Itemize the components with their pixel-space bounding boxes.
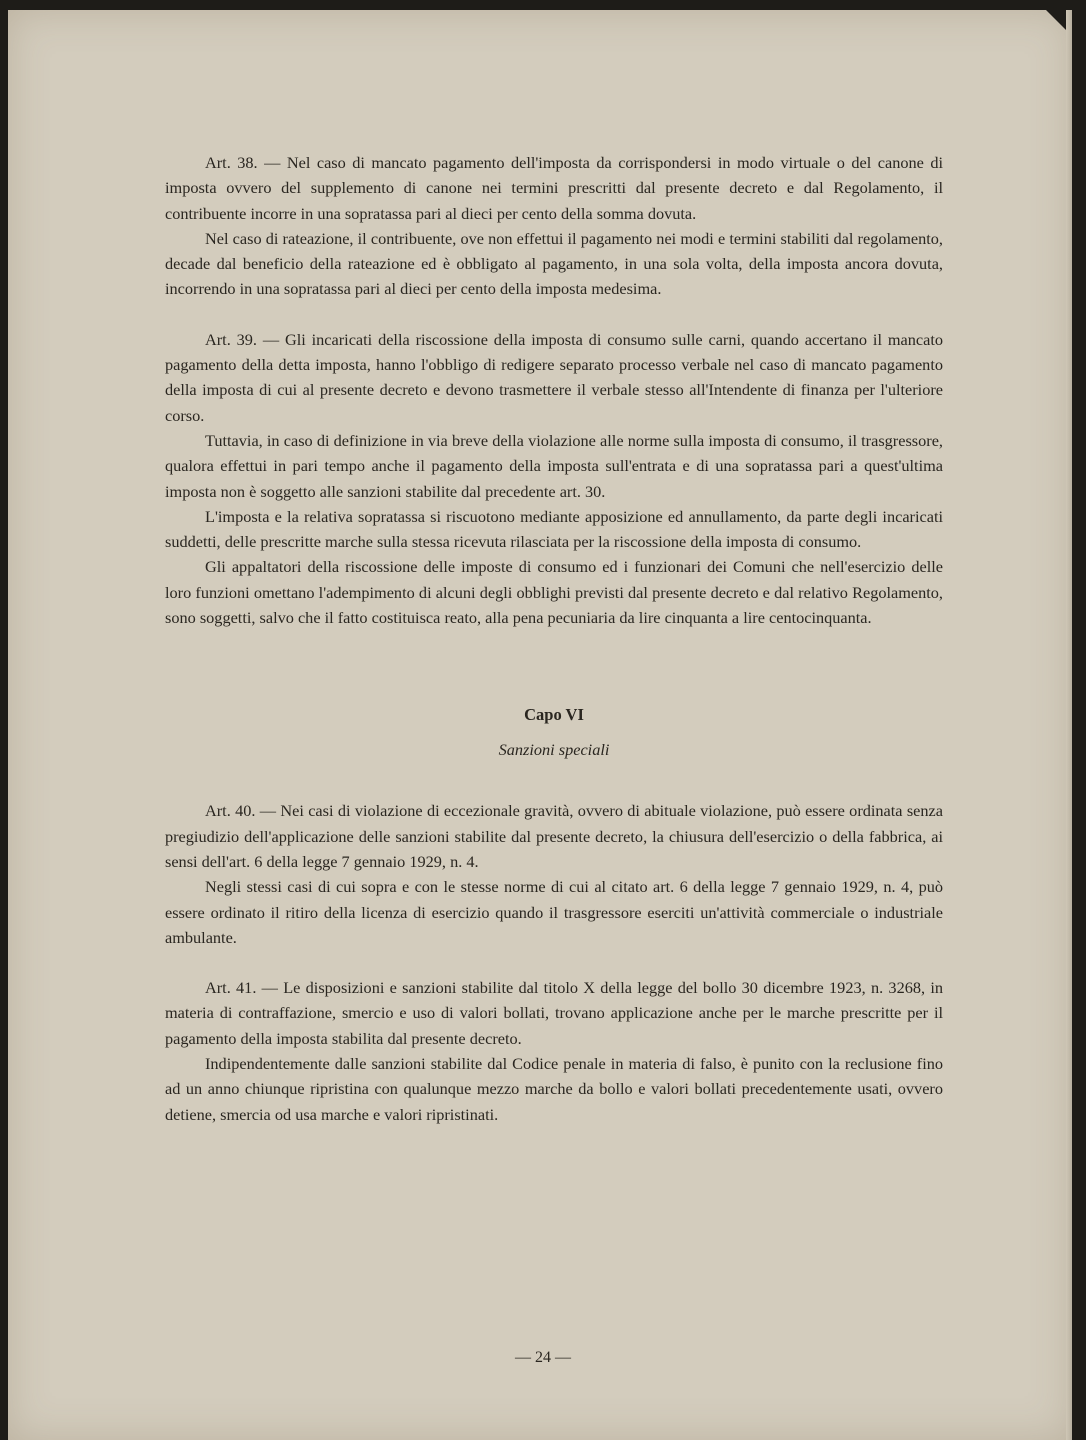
article-41 [165, 975, 943, 1127]
article-paragraph: Art. 38. — Nel caso di mancato pagamento dell'imposta da corrispondersi in modo virtuale o del canone di imposta ovvero del supplemento di canone nei termini prescritti dal presente decreto e dal Regolamento, il contribuente incorre in una sopratassa pari al dieci per cento della somma dovuta. [165, 153, 943, 223]
article-paragraph: L'imposta e la relativa sopratassa si riscuotono mediante apposizione ed annullamento, da parte degli incaricati suddetti, delle prescritte marche sulla stessa ricevuta rilasciata per la riscossione della imposta di consumo. [165, 506, 943, 552]
article-38 [165, 150, 943, 302]
page-edge [1066, 10, 1072, 1440]
article-paragraph: Art. 39. — Gli incaricati della riscossione della imposta di consumo sulle carni, quando accertano il mancato pagamento della detta imposta, hanno l'obbligo di redigere separato processo verbale nel caso di mancato pagamento della imposta di cui al presente decreto e devono trasmettere il verbale stesso all'Intendente di finanza per l'ulteriore corso. [165, 329, 943, 425]
article-paragraph: Negli stessi casi di cui sopra e con le stesse norme di cui al citato art. 6 della legge 7 gennaio 1929, n. 4, può essere ordinato il ritiro della licenza di esercizio quando il trasgressore eserciti un'attività commerciale o industriale ambulante. [165, 877, 943, 947]
article-paragraph: Tuttavia, in caso di definizione in via breve della violazione alle norme sulla imposta di consumo, il trasgressore, qualora effettui in pari tempo anche il pagamento della imposta sull'entrata e di una sopratassa pari a quest'ultima imposta non è soggetto alle sanzioni stabilite dal precedente art. 30. [165, 430, 943, 501]
article-40 [165, 798, 943, 950]
chapter-heading: Capo VI [524, 705, 584, 725]
article-paragraph: Gli appaltatori della riscossione delle imposte di consumo ed i funzionari dei Comuni che nell'esercizio delle loro funzioni omettano l'adempimento di alcuni degli obblighi previsti dal presente decreto e dal relativo Regolamento, sono soggetti, salvo che il fatto costituisca reato, alla pena pecuniaria da lire cinquanta a lire centocinquanta. [165, 557, 943, 628]
page-number: — 24 — [515, 1349, 571, 1366]
document-body [165, 150, 943, 1127]
article-paragraph: Art. 40. — Nei casi di violazione di eccezionale gravità, ovvero di abituale violazione, può essere ordinata senza pregiudizio dell'applicazione delle sanzioni stabilite dal presente decreto, la chiusura dell'esercizio o della fabbrica, ai sensi dell'art. 6 della legge 7 gennaio 1929, n. 4. [165, 801, 943, 871]
article-39 [165, 327, 943, 631]
article-paragraph: Art. 41. — Le disposizioni e sanzioni stabilite dal titolo X della legge del bollo 30 dicembre 1923, n. 3268, in materia di contraffazione, smercio e uso di valori bollati, trovano applicazione anche per le marche prescritte per il pagamento della imposta stabilita dal presente decreto. [165, 978, 943, 1048]
article-paragraph: Nel caso di rateazione, il contribuente, ove non effettui il pagamento nei modi e termini stabiliti dal regolamento, decade dal beneficio della rateazione ed è obbligato al pagamento, in una sola volta, della imposta ancora dovuta, incorrendo in una sopratassa pari al dieci per cento della imposta medesima. [165, 228, 943, 299]
article-paragraph: Indipendentemente dalle sanzioni stabilite dal Codice penale in materia di falso, è punito con la reclusione fino ad un anno chiunque ripristina con qualunque mezzo marche da bollo e valori bollati precedentemente usati, ovvero detiene, smercia od usa marche e valori ripristinati. [165, 1054, 943, 1124]
chapter-subheading: Sanzioni speciali [498, 740, 610, 760]
